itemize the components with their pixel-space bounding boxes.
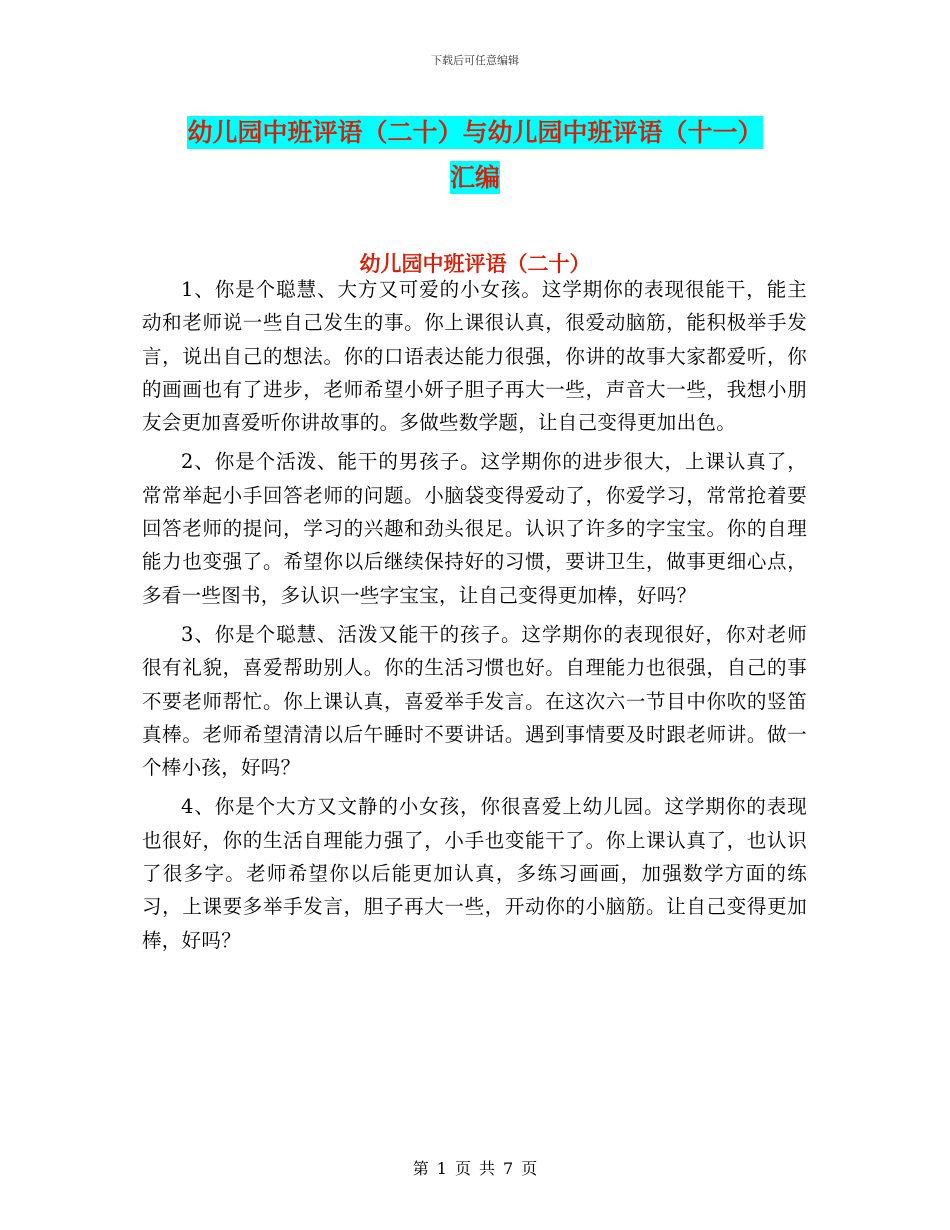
paragraph-2: 2、你是个活泼、能干的男孩子。这学期你的进步很大，上课认真了，常常举起小手回答老师的问题。小脑袋变得爱动了，你爱学习，常常抢着要回答老师的提问，学习的兴趣和劲头很足。认识了许多的字宝宝。你的自理能力也变强了。希望你以后继续保持好的习惯，要讲卫生，做事更细心点，多看一些图书，多认识一些字宝宝，让自己变得更加棒，好吗？ [142, 450, 807, 607]
paragraph-4: 4、你是个大方又文静的小女孩，你很喜爱上幼儿园。这学期你的表现也很好，你的生活自理能力强了，小手也变能干了。你上课认真了，也认识了很多字。老师希望你以后能更加认真，多练习画画，加强数学方面的练习，上课要多举手发言，胆子再大一些，开动你的小脑筋。让自己变得更加棒，好吗？ [142, 795, 807, 952]
footer-total-unit: 页 [521, 1159, 538, 1178]
footer-page-unit: 页 [454, 1159, 471, 1178]
paragraph-1: 1、你是个聪慧、大方又可爱的小女孩。这学期你的表现很能干，能主动和老师说一些自己发生的事。你上课很认真，很爱动脑筋，能积极举手发言，说出自己的想法。你的口语表达能力很强，你讲的故事大家都爱听，你的画画也有了进步，老师希望小妍子胆子再大一些，声音大一些，我想小朋友会更加喜爱听你讲故事的。多做些数学题，让自己变得更加出色。 [142, 278, 807, 435]
footer-total-number: 7 [503, 1159, 514, 1178]
footer-page-number: 1 [436, 1159, 447, 1178]
title-text-line-2: 汇编 [449, 163, 500, 192]
document-title-line-1 [0, 113, 950, 149]
section-heading: 幼儿园中班评语（二十） [359, 251, 591, 276]
header-note: 下载后可任意编辑 [431, 54, 519, 67]
paragraph-3: 3、你是个聪慧、活泼又能干的孩子。这学期你的表现很好，你对老师很有礼貌，喜爱帮助别人。你的生活习惯也好。自理能力也很强，自己的事不要老师帮忙。你上课认真，喜爱举手发言。在这次六一节目中你吹的竖笛真棒。老师希望清清以后午睡时不要讲话。遇到事情要及时跟老师讲。做一个棒小孩，好吗？ [142, 622, 807, 780]
page-footer [0, 1156, 950, 1179]
title-text-line-1: 幼儿园中班评语（二十）与幼儿园中班评语（十一） [187, 118, 763, 147]
footer-total-word: 共 [479, 1159, 496, 1178]
footer-page-word: 第 [412, 1159, 429, 1178]
document-title-line-2 [0, 158, 950, 194]
document-body [142, 273, 807, 963]
